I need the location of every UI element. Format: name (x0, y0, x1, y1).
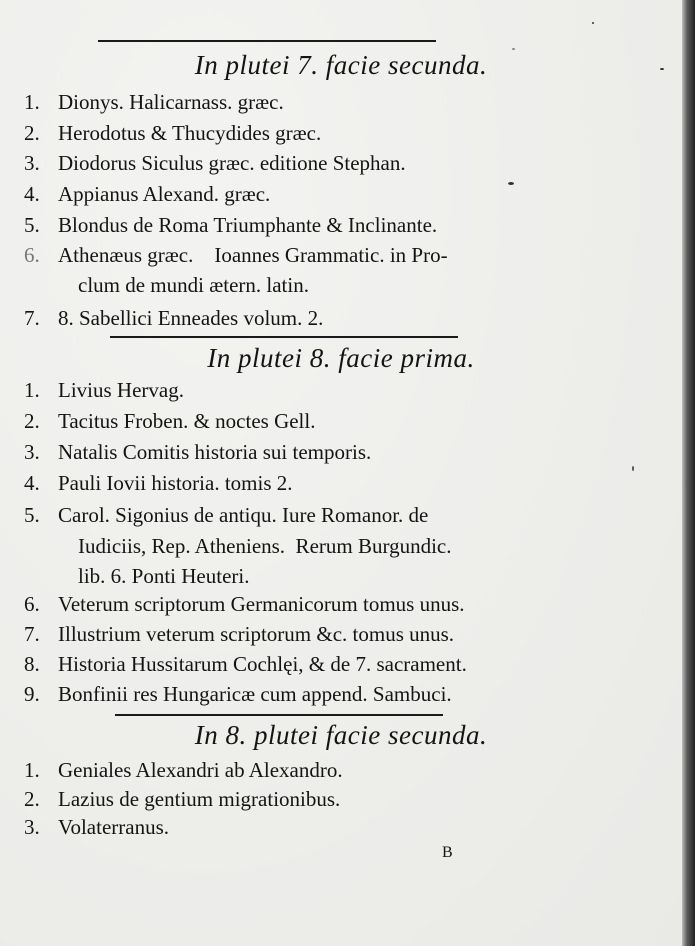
section-rule (110, 336, 458, 338)
list-item (24, 153, 406, 174)
list-item (24, 760, 343, 781)
list-item (24, 123, 321, 144)
list-item (24, 92, 284, 113)
list-item (24, 473, 293, 494)
section-rule (98, 40, 436, 42)
list-item (24, 624, 454, 645)
item-continuation: lib. 6. Ponti Heuteri. (78, 564, 250, 588)
list-item (24, 505, 428, 526)
item-number: 1. (24, 378, 40, 402)
list-item (24, 594, 465, 615)
item-text: Appianus Alexand. græc. (58, 182, 271, 206)
item-text: Dionys. Halicarnass. græc. (58, 90, 284, 114)
item-number: 3. (24, 151, 40, 175)
item-text: Tacitus Froben. & noctes Gell. (58, 409, 316, 433)
item-text: Bonfinii res Hungaricæ cum append. Sambuci. (58, 682, 452, 706)
item-number: 5. (24, 503, 40, 527)
list-item (24, 380, 184, 401)
item-text: Volaterranus. (58, 815, 169, 839)
signature-mark: B (442, 844, 453, 861)
item-text: Pauli Iovii historia. tomis 2. (58, 471, 293, 495)
list-item (24, 308, 323, 329)
item-number: 1. (24, 90, 40, 114)
item-text: 8. Sabellici Enneades volum. 2. (58, 306, 324, 330)
item-text: Natalis Comitis historia sui temporis. (58, 440, 372, 464)
item-text: Blondus de Roma Triumphante & Inclinante. (58, 213, 438, 237)
item-continuation: Iudiciis, Rep. Atheniens. Rerum Burgundic. (78, 534, 452, 558)
item-text: Historia Hussitarum Cochlęi, & de 7. sacrament. (58, 652, 467, 676)
item-number: 3. (24, 815, 40, 839)
ink-speck (592, 22, 594, 24)
list-item (24, 411, 315, 432)
ink-speck (512, 48, 515, 50)
item-number: 2. (24, 787, 40, 811)
list-item (24, 442, 371, 463)
item-number: 2. (24, 409, 40, 433)
list-item (24, 245, 448, 266)
section-heading: In plutei 8. facie prima. (207, 343, 475, 373)
item-text: Geniales Alexandri ab Alexandro. (58, 758, 343, 782)
item-text: Lazius de gentium migrationibus. (58, 787, 341, 811)
item-continuation: clum de mundi ætern. latin. (78, 273, 309, 297)
ink-speck (660, 68, 664, 70)
section-rule (115, 714, 443, 716)
list-item (24, 654, 467, 675)
list-item (24, 215, 437, 236)
item-text: Athenæus græc. Ioannes Grammatic. in Pro- (58, 243, 448, 267)
item-number: 5. (24, 213, 40, 237)
item-number: 9. (24, 682, 40, 706)
item-text: Veterum scriptorum Germanicorum tomus unus. (58, 592, 465, 616)
list-item (24, 789, 340, 810)
item-text: Carol. Sigonius de antiqu. Iure Romanor. de (58, 503, 429, 527)
item-text: Herodotus & Thucydides græc. (58, 121, 322, 145)
list-item (24, 184, 270, 205)
section-heading: In 8. plutei facie secunda. (194, 720, 488, 750)
item-number: 7. (24, 306, 40, 330)
item-number: 6. (24, 592, 40, 616)
list-item (24, 817, 169, 838)
item-number: 4. (24, 471, 40, 495)
item-number: 4. (24, 182, 40, 206)
list-item (24, 684, 452, 705)
item-number: 1. (24, 758, 40, 782)
item-text: Illustrium veterum scriptorum &c. tomus unus. (58, 622, 455, 646)
item-number: 8. (24, 652, 40, 676)
item-number: 3. (24, 440, 40, 464)
page-edge-shadow (682, 0, 695, 946)
section-heading: In plutei 7. facie secunda. (194, 50, 488, 80)
item-text: Diodorus Siculus græc. editione Stephan. (58, 151, 406, 175)
ink-speck (508, 182, 514, 185)
item-text: Livius Hervag. (58, 378, 184, 402)
item-number: 6. (24, 243, 40, 267)
ink-speck (632, 466, 634, 471)
item-number: 7. (24, 622, 40, 646)
item-number: 2. (24, 121, 40, 145)
